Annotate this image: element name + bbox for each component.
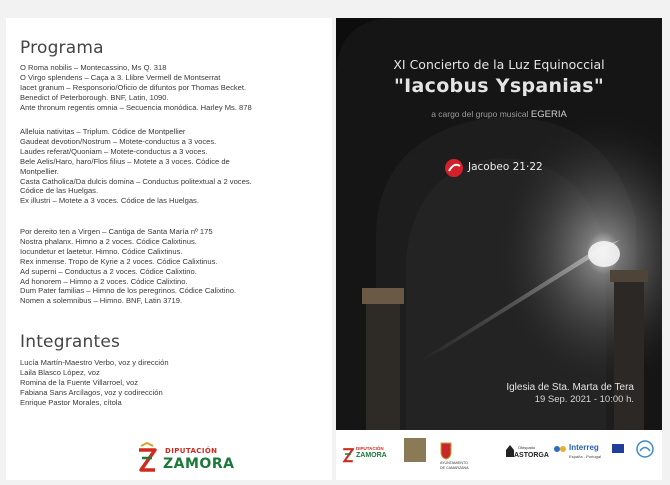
performer-line	[336, 109, 662, 120]
program-line: Casta Catholica/Da dulcis domina – Conductus politextual a 2 voces.	[20, 176, 252, 186]
venue-name: Iglesia de Sta. Marta de Tera	[506, 382, 634, 393]
sponsor-zamora-text: ZAMORA	[356, 452, 387, 459]
shield-icon	[440, 442, 452, 460]
jacobeo-badge	[444, 158, 564, 176]
sponsor-camarzana-text2: DE CAMARZANA	[440, 466, 469, 470]
sponsor-painting-icon	[404, 438, 426, 462]
interreg-dots-icon	[554, 444, 568, 454]
concert-name: "Iacobus Yspanias"	[393, 75, 605, 97]
program-line: Dum Pater familias – Himno de los peregrinos. Códice Calixtino.	[20, 286, 237, 296]
zamora-emblem-icon	[137, 442, 157, 474]
program-line: Nostra phalanx. Himno a 2 voces. Códice Calixtinus.	[20, 236, 197, 246]
member-line: Enrique Pastor Morales, cítola	[20, 397, 122, 407]
program-line: Ex illustri – Motete a 3 voces. Códice de las Huelgas.	[20, 196, 199, 206]
cover-panel	[336, 18, 662, 480]
program-line: Ad superni – Conductus a 2 voces. Códice Calixtino.	[20, 266, 197, 276]
program-line: Nomen a solemnibus – Himno. BNF, Latin 3719.	[20, 296, 183, 306]
program-line: Gaudeat devotion/Nostrum – Motete-conductus a 3 voces.	[20, 136, 217, 146]
program-line: Iacet granum – Responsorio/Oficio de difuntos por Thomas Becket.	[20, 82, 247, 92]
sponsor-interreg-text1: Interreg	[569, 443, 599, 452]
round-emblem-icon	[636, 440, 654, 458]
program-line: Benedict of Peterborough. BNF, Latin, 1090.	[20, 92, 169, 102]
program-line: Por dereito ten a Virgen – Cantiga de Santa María nº 175	[20, 227, 213, 236]
program-line: Códice de las Huelgas.	[20, 186, 99, 196]
program-line: Ante thronum regentis omnia – Secuencia monódica. Harley Ms. 878	[20, 102, 252, 112]
logo-text-diputacion: DIPUTACIÓN	[165, 447, 218, 455]
performer-group: EGERIA	[530, 109, 567, 120]
eu-flag-icon	[612, 444, 624, 453]
program-line: Iocundetur et laetetur. Himno. Códice Calixtinus.	[20, 246, 183, 256]
sponsor-round-logo	[636, 440, 654, 463]
program-panel	[6, 18, 332, 480]
program-group-3	[20, 227, 332, 306]
program-line: Laudes referat/Quoniam – Motete-conductus a 3 voces.	[20, 146, 208, 156]
program-line: O Virgo splendens – Caça a 3. Llibre Vermell de Montserrat	[20, 72, 221, 82]
concert-date: 19 Sep. 2021 - 10:00 h.	[534, 394, 634, 405]
sponsor-astorga-text2: ASTORGA	[514, 452, 549, 459]
program-group-1	[20, 63, 332, 113]
program-line: Ad honorem – Himno a 2 voces. Códice Calixtino.	[20, 276, 188, 286]
program-group-2	[20, 127, 332, 206]
member-line: Laila Blasco López, voz	[20, 367, 100, 377]
program-line: O Roma nobilis – Montecassino, Ms Q. 318	[20, 63, 167, 72]
zamora-emblem-icon	[342, 444, 354, 464]
program-line: Montpellier.	[20, 166, 59, 176]
concert-title: XI Concierto de la Luz Equinoccial	[393, 57, 605, 72]
members-list	[20, 358, 332, 408]
sponsor-interreg-text2: España - Portugal	[569, 454, 602, 459]
jacobeo-icon	[444, 158, 464, 178]
sponsor-logos	[336, 430, 662, 480]
sponsor-camarzana-text1: AYUNTAMIENTO	[440, 461, 468, 465]
jacobeo-text: Jacobeo 21·22	[468, 161, 543, 173]
member-line: Fabiana Sans Arcílagos, voz y codirección	[20, 387, 163, 397]
program-line: Rex inmense. Tropo de Kyrie a 2 voces. Códice Calixtinus.	[20, 256, 218, 266]
performer-prefix: a cargo del grupo musical	[431, 109, 529, 119]
program-line: Bele Aelis/Haro, haro/Flos filius – Motete a 3 voces. Códice de	[20, 156, 230, 166]
integrantes-heading: Integrantes	[20, 332, 121, 352]
member-line: Romina de la Fuente Villarroel, voz	[20, 377, 139, 387]
diputacion-zamora-logo	[137, 442, 235, 478]
member-line: Lucía Martín-Maestro Verbo, voz y dirección	[20, 358, 169, 367]
sponsor-astorga-text1: Obispado	[518, 445, 536, 450]
logo-text-zamora: ZAMORA	[163, 456, 235, 472]
program-line: Alleluia nativitas – Triplum. Códice de Montpellier	[20, 127, 186, 136]
sponsor-diputacion-text: DIPUTACIÓN	[356, 446, 384, 451]
programa-heading: Programa	[20, 38, 104, 58]
